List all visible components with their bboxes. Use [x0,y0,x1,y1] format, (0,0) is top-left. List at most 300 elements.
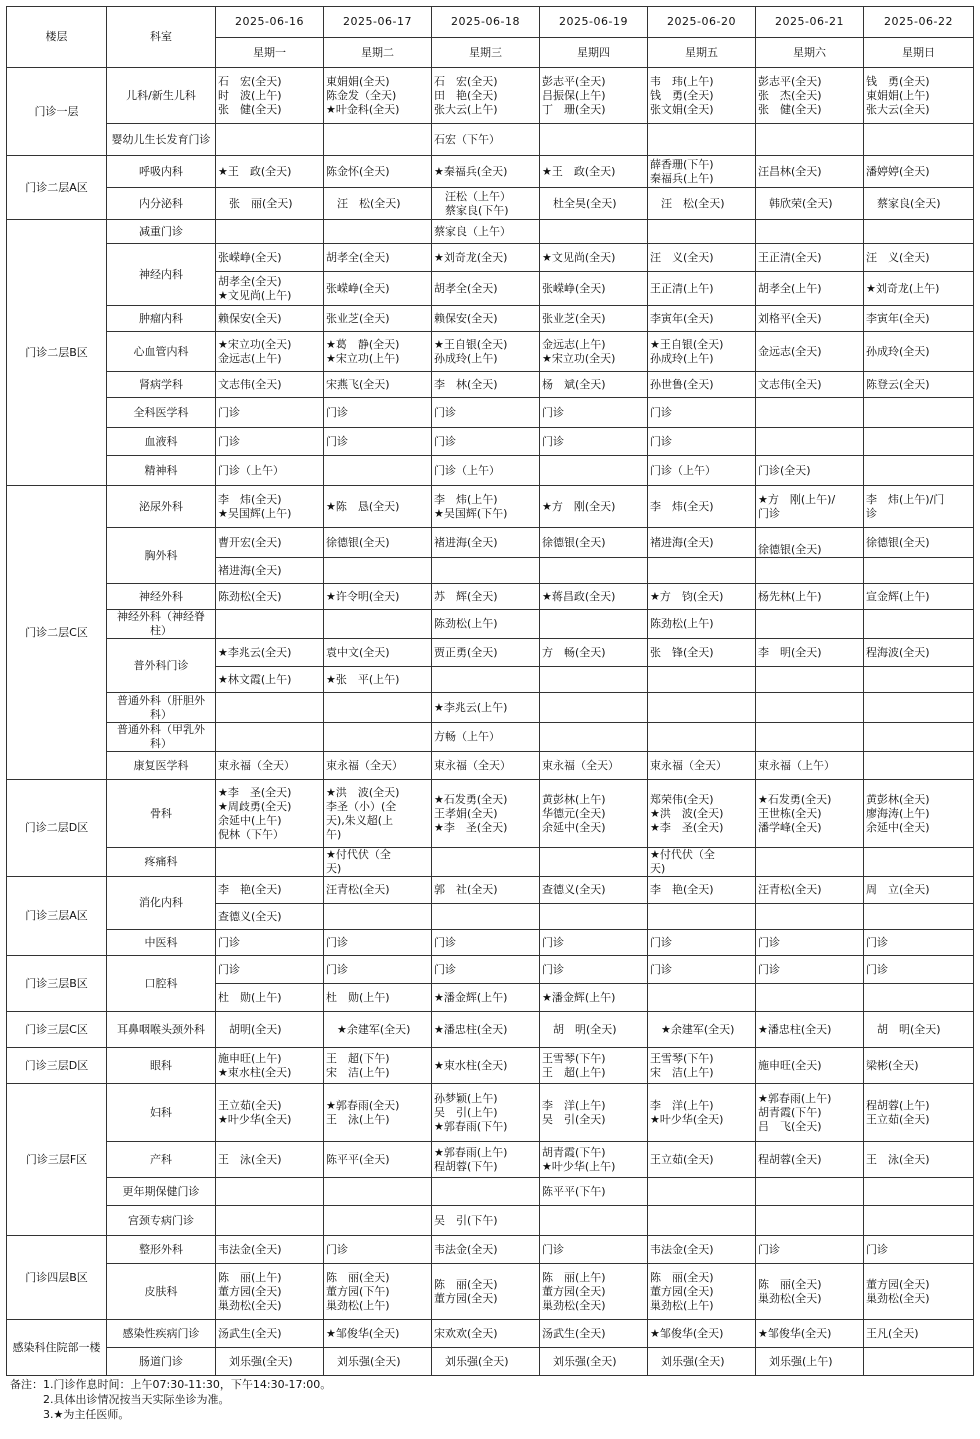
schedule-cell: 宋燕飞(全天) [324,372,432,398]
schedule-cell [432,904,540,930]
schedule-cell [648,723,756,752]
schedule-cell: 韦法金(全天) [432,1236,540,1264]
schedule-cell [432,848,540,877]
schedule-cell: 王立茹(全天) ★叶少华(全天) [216,1084,324,1142]
schedule-cell: 门诊 [324,398,432,428]
dept-cell: 呼吸内科 [107,156,216,188]
schedule-cell: ★王自银(全天) 孙成玲(上午) [648,332,756,372]
schedule-cell: 韦 玮(上午) 钱 勇(全天) 张文娟(全天) [648,68,756,124]
dept-cell: 耳鼻咽喉头颈外科 [107,1012,216,1048]
schedule-cell [648,667,756,693]
schedule-cell: 吴 引(下午) [432,1206,540,1236]
schedule-cell: 陈金怀(全天) [324,156,432,188]
schedule-cell: 刘乐强(全天) [648,1348,756,1376]
schedule-cell [216,610,324,639]
schedule-cell: 王正清(上午) [648,272,756,306]
schedule-cell [324,558,432,584]
schedule-cell [756,667,864,693]
schedule-cell [540,610,648,639]
schedule-cell: 门诊 [432,930,540,956]
schedule-cell [324,1206,432,1236]
schedule-cell: ★宋立功(全天) 金远志(上午) [216,332,324,372]
schedule-cell: 门诊 [432,428,540,456]
schedule-cell: 汪 松(全天) [648,188,756,220]
schedule-cell [216,1206,324,1236]
floor-cell: 门诊三层F区 [7,1084,107,1236]
floor-cell: 门诊二层C区 [7,486,107,780]
schedule-cell: 陈登云(全天) [864,372,974,398]
schedule-cell: ★蒋昌政(全天) [540,584,648,610]
note-line: 3.★为主任医师。 [10,1408,130,1421]
schedule-cell: ★林文霞(上午) [216,667,324,693]
schedule-cell: 郭 社(全天) [432,877,540,904]
schedule-cell [540,667,648,693]
schedule-row [7,639,974,667]
schedule-cell [540,456,648,486]
note-line: 2.具体出诊情况按当天实际坐诊为准。 [10,1393,230,1406]
schedule-cell: ★李兆云(全天) [216,639,324,667]
schedule-cell: 李 炜(全天) [648,486,756,528]
schedule-cell: 陈 丽(全天) 董方园(全天) [432,1264,540,1320]
schedule-row [7,584,974,610]
schedule-cell: 张业芝(全天) [324,306,432,332]
schedule-cell [324,456,432,486]
schedule-cell [324,610,432,639]
schedule-cell: 门诊 [540,428,648,456]
date-header: 2025-06-21 [756,7,864,38]
schedule-cell [756,848,864,877]
schedule-cell [864,124,974,156]
schedule-cell: 黄彭林(上午) 华德元(全天) 余延中(全天) [540,780,648,848]
schedule-cell: 门诊 [648,428,756,456]
schedule-cell: 陈劲松(上午) [432,610,540,639]
schedule-cell: ★李兆云(上午) [432,693,540,723]
schedule-cell [864,1206,974,1236]
schedule-cell [540,904,648,930]
schedule-cell [324,693,432,723]
schedule-table [6,6,974,1376]
schedule-cell: 胡 明(全天) [540,1012,648,1048]
schedule-cell: 彭志平(全天) 张 杰(全天) 张 健(全天) [756,68,864,124]
schedule-cell: 陈 丽(全天) 董方园(全天) 巢劲松(上午) [648,1264,756,1320]
schedule-cell: ★石发勇(全天) 王世栋(全天) 潘学峰(全天) [756,780,864,848]
schedule-cell: 汪 义(全天) [648,244,756,272]
schedule-cell: 李 洋(上午) 吴 引(全天) [540,1084,648,1142]
dept-cell: 普通外科（甲乳外科） [107,723,216,752]
schedule-cell: 韦法金(全天) [648,1236,756,1264]
schedule-cell: 汤武生(全天) [216,1320,324,1348]
schedule-cell: 陈 丽(全天) 巢劲松(全天) [756,1264,864,1320]
schedule-cell: 徐德银(全天) [864,528,974,558]
schedule-cell: 钱 勇(全天) 東娟娟(上午) 张大云(全天) [864,68,974,124]
dept-cell: 血液科 [107,428,216,456]
schedule-cell: 杜 勋(上午) [216,984,324,1012]
dept-cell: 神经外科（神经脊柱） [107,610,216,639]
dept-cell: 产科 [107,1142,216,1178]
schedule-cell: ★方 刚(上午)/ 门诊 [756,486,864,528]
schedule-cell: ★洪 波(全天) 李圣（小）(全 天),朱义超(上 午) [324,780,432,848]
schedule-cell: 门诊 [324,930,432,956]
schedule-cell: 门诊(全天) [756,456,864,486]
schedule-cell: ★方 刚(全天) [540,486,648,528]
schedule-cell [756,428,864,456]
schedule-cell: 石 宏(全天) 田 艳(全天) 张大云(上午) [432,68,540,124]
schedule-row [7,848,974,877]
schedule-cell: 潘婷婷(全天) [864,156,974,188]
dept-cell: 骨科 [107,780,216,848]
schedule-cell: ★邹俊华(全天) [756,1320,864,1348]
schedule-cell: 门诊 [540,930,648,956]
schedule-cell [756,398,864,428]
schedule-cell: ★文见尚(全天) [540,244,648,272]
schedule-cell [756,558,864,584]
floor-cell: 门诊二层B区 [7,220,107,486]
schedule-cell [648,1178,756,1206]
date-header: 2025-06-17 [324,7,432,38]
weekday-header: 星期六 [756,38,864,68]
schedule-cell [648,984,756,1012]
schedule-cell [756,723,864,752]
schedule-cell: 杜全昊(全天) [540,188,648,220]
schedule-cell: 束永福（全天） [216,752,324,780]
schedule-cell [432,558,540,584]
floor-cell: 门诊二层A区 [7,156,107,220]
schedule-cell: ★王自银(全天) 孙成玲(上午) [432,332,540,372]
schedule-cell: 门诊（上午） [216,456,324,486]
schedule-cell [324,220,432,244]
schedule-row [7,780,974,848]
schedule-cell: 王 泳(全天) [216,1142,324,1178]
schedule-cell: 王 泳(全天) [864,1142,974,1178]
dept-cell: 皮肤科 [107,1264,216,1320]
schedule-cell: 束永福（全天） [648,752,756,780]
schedule-cell: 束永福（全天） [432,752,540,780]
schedule-cell: ★邹俊华(全天) [648,1320,756,1348]
schedule-cell: ★郭春雨(上午) 程胡蓉(下午) [432,1142,540,1178]
schedule-cell: 李 炜(全天) ★吴国辉(上午) [216,486,324,528]
schedule-cell: 程胡蓉(上午) 王立茹(全天) [864,1084,974,1142]
schedule-cell: 张嵘峥(全天) [324,272,432,306]
schedule-row [7,1178,974,1206]
schedule-cell: 刘乐强(全天) [216,1348,324,1376]
schedule-cell: 张业芝(全天) [540,306,648,332]
floor-cell: 门诊三层C区 [7,1012,107,1048]
schedule-cell: 胡孝全(上午) [756,272,864,306]
schedule-cell: 李 洋(上午) ★叶少华(全天) [648,1084,756,1142]
schedule-cell [864,220,974,244]
dept-cell: 普外科门诊 [107,639,216,693]
schedule-row [7,1142,974,1178]
schedule-cell: 王 超(下午) 宋 洁(上午) [324,1048,432,1084]
schedule-cell: 宋欢欢(全天) [432,1320,540,1348]
schedule-cell: 门诊 [432,398,540,428]
schedule-cell: 张嵘峥(全天) [216,244,324,272]
schedule-cell: 门诊 [216,428,324,456]
schedule-cell: 王立茹(全天) [648,1142,756,1178]
schedule-cell [540,1206,648,1236]
schedule-cell: 薛香珊(下午) 秦福兵(上午) [648,156,756,188]
schedule-cell: ★方 钧(全天) [648,584,756,610]
schedule-cell: ★葛 静(全天) ★宋立功(上午) [324,332,432,372]
schedule-cell: ★潘金辉(上午) [432,984,540,1012]
schedule-cell [324,1178,432,1206]
weekday-header: 星期三 [432,38,540,68]
schedule-cell: 李寅年(全天) [864,306,974,332]
dept-cell: 妇科 [107,1084,216,1142]
schedule-cell: 褚进海(全天) [216,558,324,584]
schedule-cell: 门诊（上午） [432,456,540,486]
floor-cell: 门诊三层B区 [7,956,107,1012]
schedule-cell: 汪青松(全天) [324,877,432,904]
dept-cell: 肾病学科 [107,372,216,398]
schedule-cell: 门诊 [324,956,432,984]
schedule-row [7,244,974,272]
schedule-cell: 门诊 [540,956,648,984]
schedule-cell: 蔡家良（上午） [432,220,540,244]
schedule-cell: 汪松（上午） 蔡家良(下午) [432,188,540,220]
dept-cell: 感染性疾病门诊 [107,1320,216,1348]
dept-cell: 神经外科 [107,584,216,610]
dept-cell: 精神科 [107,456,216,486]
schedule-cell: 陈平平(全天) [324,1142,432,1178]
schedule-cell [216,693,324,723]
schedule-cell: 汪 松(全天) [324,188,432,220]
dept-cell: 口腔科 [107,956,216,1012]
schedule-cell [540,220,648,244]
schedule-row [7,428,974,456]
schedule-cell: 门诊 [648,398,756,428]
schedule-row [7,332,974,372]
schedule-cell [756,1206,864,1236]
schedule-cell: 门诊 [648,930,756,956]
date-header: 2025-06-22 [864,7,974,38]
schedule-cell: 门诊（上午） [648,456,756,486]
schedule-cell: 施申旺(上午) ★束水柱(全天) [216,1048,324,1084]
schedule-cell: 陈劲松(上午) [648,610,756,639]
schedule-cell: ★郭春雨(上午) 胡青霞(下午) 吕 飞(全天) [756,1084,864,1142]
floor-cell: 门诊一层 [7,68,107,156]
schedule-cell: 门诊 [864,956,974,984]
schedule-cell: 陈平平(下午) [540,1178,648,1206]
dept-cell: 泌尿外科 [107,486,216,528]
schedule-row [7,188,974,220]
schedule-cell [432,1178,540,1206]
dept-cell: 更年期保健门诊 [107,1178,216,1206]
schedule-cell: 石宏（下午） [432,124,540,156]
schedule-cell: 李寅年(全天) [648,306,756,332]
schedule-cell: 汤武生(全天) [540,1320,648,1348]
schedule-row [7,723,974,752]
schedule-cell [432,667,540,693]
schedule-sheet [6,6,974,1422]
schedule-cell: 张嵘峥(全天) [540,272,648,306]
schedule-cell: 李 炜(上午)/门 诊 [864,486,974,528]
schedule-cell: ★刘奇龙(全天) [432,244,540,272]
schedule-cell: 周 立(全天) [864,877,974,904]
schedule-cell: 韦法金(全天) [216,1236,324,1264]
schedule-cell [648,558,756,584]
schedule-cell: 张 锋(全天) [648,639,756,667]
dept-cell: 眼科 [107,1048,216,1084]
schedule-cell: 门诊 [324,1236,432,1264]
schedule-cell: ★余建军(全天) [324,1012,432,1048]
schedule-row [7,398,974,428]
schedule-cell [648,1206,756,1236]
schedule-cell [864,1348,974,1376]
date-header: 2025-06-19 [540,7,648,38]
schedule-cell: 東娟娟(全天) 陈金发（全天) ★叶金科(全天) [324,68,432,124]
schedule-cell: 褚进海(全天) [432,528,540,558]
schedule-cell: 董方园(全天) 巢劲松(全天) [864,1264,974,1320]
schedule-cell: 查德义(全天) [216,904,324,930]
schedule-cell: 胡孝全(全天) [324,244,432,272]
schedule-cell [864,398,974,428]
schedule-cell: 王正清(全天) [756,244,864,272]
schedule-cell: ★许令明(全天) [324,584,432,610]
dept-cell: 普通外科（肝胆外科） [107,693,216,723]
schedule-row [7,1048,974,1084]
dept-cell: 全科医学科 [107,398,216,428]
dept-cell: 消化内科 [107,877,216,930]
schedule-cell [540,558,648,584]
schedule-row [7,956,974,984]
schedule-cell [864,752,974,780]
schedule-cell [864,723,974,752]
schedule-cell [864,693,974,723]
schedule-cell: 杜 勋(上午) [324,984,432,1012]
schedule-cell: 刘乐强(全天) [432,1348,540,1376]
schedule-row [7,1206,974,1236]
schedule-cell: 赖保安(全天) [432,306,540,332]
schedule-cell: 门诊 [216,398,324,428]
schedule-cell: 门诊 [756,956,864,984]
dept-cell: 整形外科 [107,1236,216,1264]
schedule-cell: 束永福（上午） [756,752,864,780]
schedule-cell: 王凡(全天) [864,1320,974,1348]
schedule-cell: 门诊 [540,1236,648,1264]
schedule-cell [756,1178,864,1206]
dept-cell: 心血管内科 [107,332,216,372]
schedule-cell: ★张 平(上午) [324,667,432,693]
schedule-row [7,693,974,723]
schedule-cell: 门诊 [216,930,324,956]
schedule-cell: 陈劲松(全天) [216,584,324,610]
schedule-cell [216,723,324,752]
schedule-cell: 蔡家良(全天) [864,188,974,220]
dept-cell: 中医科 [107,930,216,956]
schedule-cell: 刘乐强(上午) [756,1348,864,1376]
schedule-row [7,752,974,780]
schedule-row [7,528,974,558]
schedule-cell [864,428,974,456]
schedule-cell [864,610,974,639]
schedule-cell: 门诊 [756,930,864,956]
notes [6,1377,974,1422]
schedule-cell [756,693,864,723]
schedule-cell [756,904,864,930]
schedule-cell: 陈 丽(上午) 董方园(全天) 巢劲松(全天) [540,1264,648,1320]
schedule-row [7,877,974,904]
schedule-cell: 文志伟(全天) [756,372,864,398]
schedule-cell: 黄彭林(全天) 廖海涛(上午) 余延中(全天) [864,780,974,848]
schedule-cell [864,848,974,877]
dept-cell: 胸外科 [107,528,216,584]
schedule-cell: 汪青松(全天) [756,877,864,904]
schedule-cell: 文志伟(全天) [216,372,324,398]
schedule-row [7,1320,974,1348]
floor-cell: 门诊三层D区 [7,1048,107,1084]
schedule-cell: 方畅（上午） [432,723,540,752]
schedule-cell: 胡孝全(全天) ★文见尚(上午) [216,272,324,306]
schedule-row [7,372,974,398]
schedule-cell [756,220,864,244]
schedule-cell [540,124,648,156]
schedule-cell: ★余建军(全天) [648,1012,756,1048]
schedule-cell [216,1178,324,1206]
schedule-cell: 徐德银(全天) [756,528,864,558]
schedule-cell [540,848,648,877]
schedule-cell [216,124,324,156]
schedule-cell: 韩欣荣(全天) [756,188,864,220]
schedule-cell [864,1178,974,1206]
schedule-row [7,486,974,528]
schedule-cell: ★李 圣(全天) ★周歧勇(全天) 余延中(上午) 倪林（下午） [216,780,324,848]
schedule-cell: 彭志平(全天) 吕振保(上午) 丁 珊(全天) [540,68,648,124]
schedule-cell [648,904,756,930]
schedule-cell: ★邹俊华(全天) [324,1320,432,1348]
schedule-cell: ★秦福兵(全天) [432,156,540,188]
schedule-cell [216,220,324,244]
dept-cell: 神经内科 [107,244,216,306]
schedule-cell: ★潘忠柱(全天) [432,1012,540,1048]
dept-cell: 疼痛科 [107,848,216,877]
floor-cell: 门诊三层A区 [7,877,107,956]
schedule-cell: 宣金辉(上午) [864,584,974,610]
date-header: 2025-06-16 [216,7,324,38]
weekday-header: 星期一 [216,38,324,68]
dept-cell: 肠道门诊 [107,1348,216,1376]
floor-header: 楼层 [7,7,107,68]
schedule-cell: 徐德银(全天) [540,528,648,558]
schedule-cell [864,984,974,1012]
schedule-cell: 孙成玲(全天) [864,332,974,372]
schedule-cell: 汪 义(全天) [864,244,974,272]
schedule-cell [216,848,324,877]
schedule-cell: ★潘忠柱(全天) [756,1012,864,1048]
schedule-cell: 门诊 [216,956,324,984]
schedule-cell: 张 丽(全天) [216,188,324,220]
schedule-cell: 束永福（全天） [324,752,432,780]
schedule-cell: 李 艳(全天) [648,877,756,904]
schedule-row [7,124,974,156]
schedule-cell: 胡明(全天) [216,1012,324,1048]
schedule-cell: 方 畅(全天) [540,639,648,667]
schedule-row [7,1236,974,1264]
schedule-cell: ★刘奇龙(上午) [864,272,974,306]
schedule-cell: 梁彬(全天) [864,1048,974,1084]
schedule-cell: ★郭春雨(全天) 王 泳(上午) [324,1084,432,1142]
weekday-header: 星期二 [324,38,432,68]
schedule-cell: 杨 斌(全天) [540,372,648,398]
schedule-cell: 门诊 [648,956,756,984]
schedule-cell: 赖保安(全天) [216,306,324,332]
weekday-header: 星期日 [864,38,974,68]
schedule-row [7,156,974,188]
schedule-cell: 金远志(全天) [756,332,864,372]
schedule-cell: 门诊 [864,1236,974,1264]
schedule-cell: 苏 辉(全天) [432,584,540,610]
schedule-cell [864,904,974,930]
